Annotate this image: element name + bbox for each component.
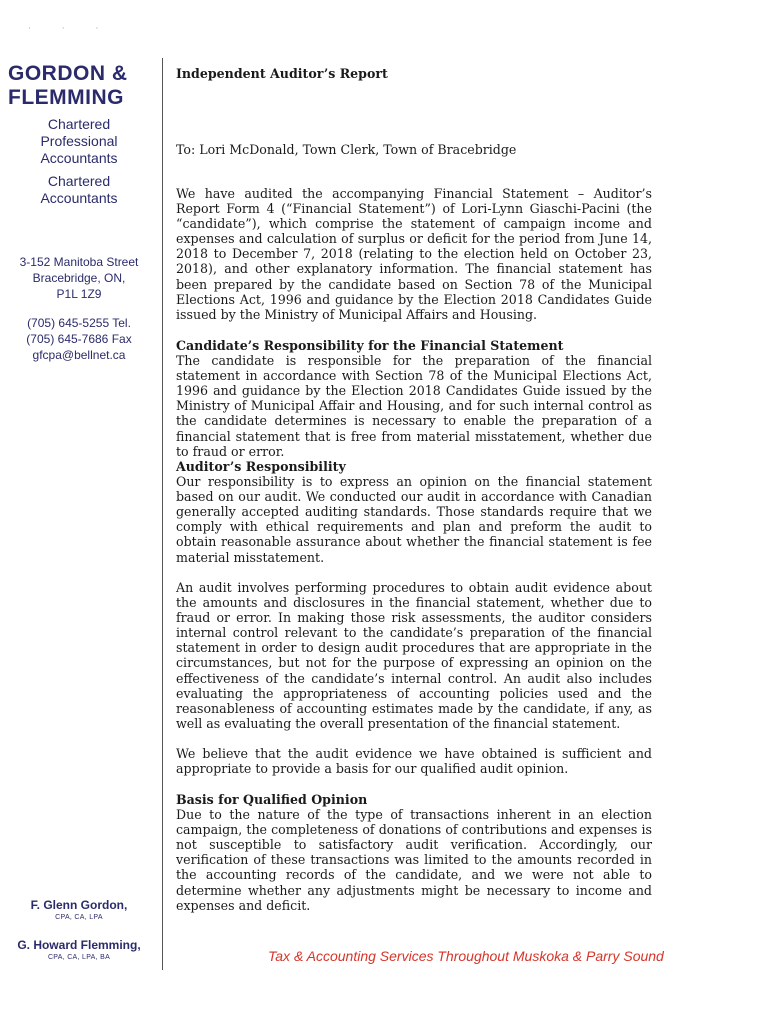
auditor-responsibility-section: Auditor’s Responsibility Our responsibility is to express an opinion on the financial statement based on our audit. We conducted our audit in accordance with Canadian generally accepted auditing standards. Those standards require that we comply with ethical requirements and plan and preform the audit to obtain reasonable assurance about whether the financial statement is fee material misstatement. [176, 459, 652, 565]
report-title: Independent Auditor’s Report [176, 66, 388, 81]
firm-contact [0, 315, 158, 363]
phone-number: (705) 645-5255 Tel. [27, 316, 131, 330]
audit-procedures-paragraph: An audit involves performing procedures to obtain audit evidence about the amounts and disclosures in the financial statement, whether due to fraud or error. In making those risk assessments, the auditor considers internal control relevant to the candidate’s preparation of the financial statement in order to design audit procedures that are appropriate in the circumstances, but not for the purpose of expressing an opinion on the effectiveness of the candidate’s internal control. An audit also includes evaluating the appropriateness of accounting policies used and the reasonableness of accounting estimates made by the candidate, if any, as well as evaluating the overall presentation of the financial statement. [176, 580, 652, 731]
section-heading: Candidate’s Responsibility for the Financial Statement [176, 338, 564, 353]
sidebar-divider [162, 58, 163, 970]
intro-paragraph: We have audited the accompanying Financial Statement – Auditor’s Report Form 4 (“Financial Statement”) of Lori-Lynn Giaschi-Pacini (the “candidate”), which comprise the statement of campaign income and expenses and calculation of surplus or deficit for the period from June 14, 2018 to December 7, 2018 (relating to the election held on October 23, 2018), and other explanatory information. The financial statement has been prepared by the candidate based on Section 78 of the Municipal Elections Act, 1996 and guidance by the Election 2018 Candidates Guide issued by the Ministry of Municipal Affairs and Housing. [176, 186, 652, 322]
candidate-responsibility-section: Candidate’s Responsibility for the Financial Statement The candidate is responsible for the preparation of the financial statement in accordance with Section 78 of the Municipal Elections Act, 1996 and guidance by the Election 2018 Candidates Guide issued by the Ministry of Municipal Affair and Housing, and for such internal control as the candidate determines is necessary to enable the preparation of a financial statement that is free from material misstatement, whether due to fraud or error. [176, 338, 652, 459]
credential-ca: Chartered Accountants [40, 173, 118, 206]
letterhead-sidebar [0, 0, 158, 1024]
section-heading: Auditor’s Responsibility [176, 459, 346, 474]
partner-flemming: G. Howard Flemming, CPA, CA, LPA, BA [17, 938, 141, 961]
email-address: gfcpa@bellnet.ca [32, 348, 126, 362]
fax-number: (705) 645-7686 Fax [26, 332, 132, 346]
scan-marks: · · · [28, 24, 113, 34]
belief-paragraph: We believe that the audit evidence we have obtained is sufficient and appropriate to provide a basis for our qualified audit opinion. [176, 746, 652, 777]
addressee: To: Lori McDonald, Town Clerk, Town of Bracebridge [176, 142, 517, 157]
firm-name: GORDON & FLEMMING [8, 62, 128, 109]
partner-gordon: F. Glenn Gordon, CPA, CA, LPA [30, 898, 128, 921]
firm-tagline: Tax & Accounting Services Throughout Muskoka & Parry Sound [268, 948, 664, 964]
firm-address: 3-152 Manitoba Street Bracebridge, ON, P1L 1Z9 [19, 255, 139, 301]
section-heading: Basis for Qualified Opinion [176, 792, 368, 807]
basis-qualified-opinion-section: Basis for Qualified Opinion Due to the nature of the type of transactions inherent in an election campaign, the completeness of donations of contributions and expenses is not susceptible to satisfactory audit verification. Accordingly, our verification of these transactions was limited to the amounts recorded in the accounting records of the candidate, and we were not able to determine whether any adjustments might be necessary to income and expenses and deficit. [176, 792, 652, 913]
credential-cpa: Chartered Professional Accountants [40, 116, 118, 166]
